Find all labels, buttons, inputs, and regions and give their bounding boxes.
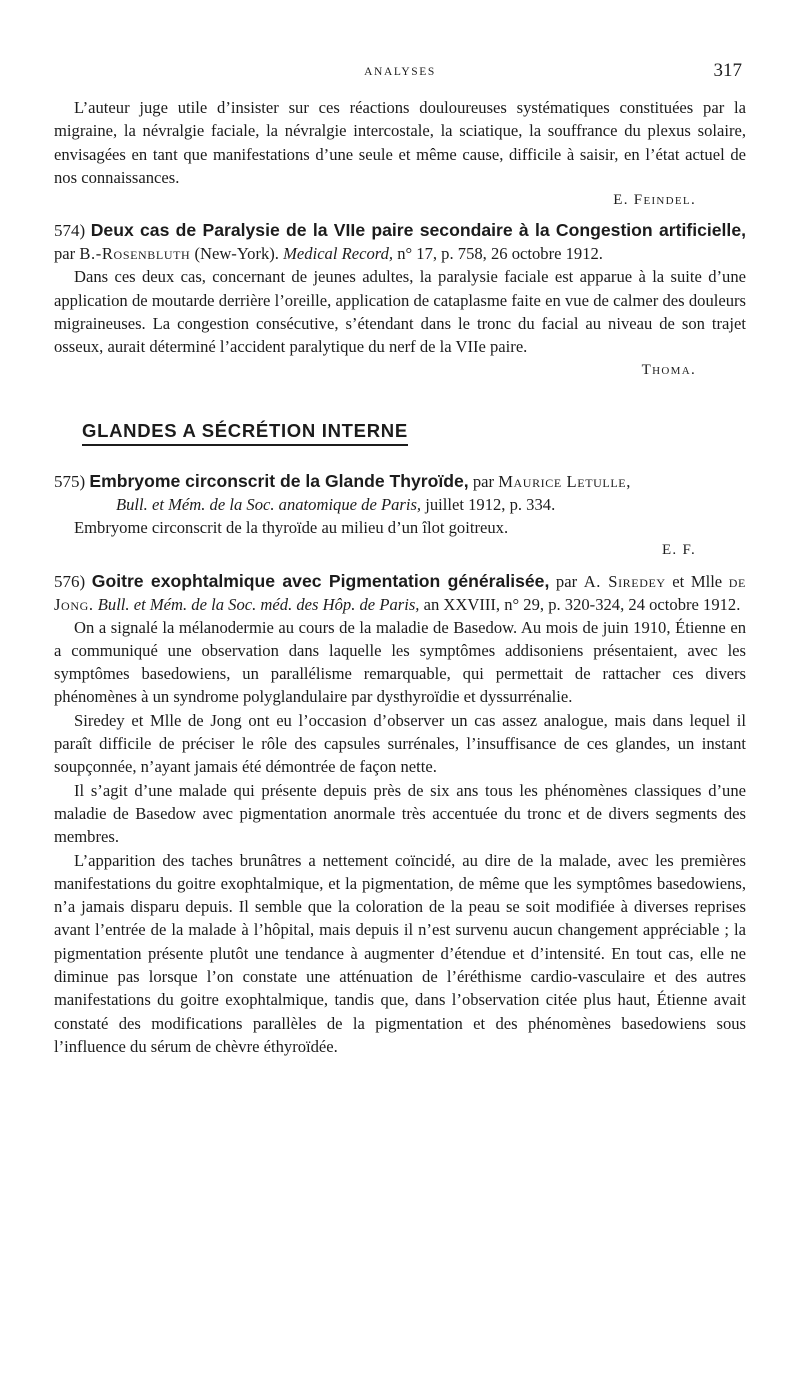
abstract-576 <box>54 570 746 1059</box>
entry-575-journal: Bull. et Mém. de la Soc. anatomique de Paris, <box>116 494 422 514</box>
entry-575-by: par <box>468 471 499 491</box>
entry-576-and: et Mlle <box>665 571 729 591</box>
page-header <box>0 60 800 88</box>
entry-574-journal: Medical Record, <box>283 244 394 264</box>
entry-575-citation: juillet 1912, p. 334. <box>421 494 556 514</box>
entry-576-author-2: de Jong. <box>54 571 746 614</box>
entry-574-heading <box>54 219 746 265</box>
entry-575-heading <box>54 470 746 516</box>
section-heading-wrap <box>82 420 408 446</box>
entry-576-title: Goitre exophtalmique avec Pigmentation généralisée, <box>91 570 550 591</box>
page-body <box>54 96 746 1058</box>
entry-575-author: Maurice Letulle, <box>498 471 631 491</box>
signature-1: E. Feindel. <box>613 192 696 209</box>
entry-576-paragraph: Siredey et Mlle de Jong ont eu l’occasion d’observer un cas assez analogue, mais dans lequel il paraît difficile de préciser le rôle des capsules surrénales, l’insuffisance de ces glandes, un instant soupçonnée, n’ayant jamais été démontrée de façon nette. <box>54 710 746 777</box>
entry-574-place: (New-York). <box>190 244 284 264</box>
entry-574-author: B.-Rosenbluth <box>79 244 191 264</box>
abstract-574 <box>54 219 746 381</box>
entry-575-citation-line <box>54 493 746 516</box>
entry-575-number: 575) <box>54 471 86 491</box>
abstract-575 <box>54 470 746 563</box>
entry-576-paragraph: L’apparition des taches brunâtres a nettement coïncidé, au dire de la malade, avec les premières manifestations du goitre exophtalmique, et la pigmentation, de même que les symptômes basedowiens, n’a jamais disparu depuis. Il semble que la coloration de la peau se soit modifiée à diverses reprises avant l’entrée de la malade à l’hôpital, mais depuis il n’est survenu aucun changement appréciable ; la pigmentation présente plutôt une tendance à augmenter d’étendue et d’intensité. En tout cas, elle ne diminue pas lorsque l’on constate une atténuation de l’éréthisme cardio-vasculaire et des autres manifestations du goitre exophtalmique, tandis que, dans l’observation citée plus haut, Étienne avait constaté des modifications parallèles de la pigmentation et des phénomènes basedowiens sous l’influence du sérum de chèvre éthyroïdée. <box>54 850 746 1056</box>
paragraph-1: L’auteur juge utile d’insister sur ces réactions douloureuses systématiques constituées par la migraine, la névralgie faciale, la névralgie intercostale, la sciatique, la souffrance du plexus solaire, envisagées en tant que manifestations d’une seule et même cause, difficile à saisir, en l’état actuel de nos connaissances. <box>54 98 746 187</box>
entry-576-heading <box>54 570 746 616</box>
entry-575-title: Embryome circonscrit de la Glande Thyroïde, <box>89 470 469 491</box>
section-heading: GLANDES A SÉCRÉTION INTERNE <box>82 420 408 446</box>
entry-576-paragraph: Il s’agit d’une malade qui présente depuis près de six ans tous les phénomènes classiques d’une maladie de Basedow avec pigmentation anormale très accentuée du tronc et de divers segments des membres. <box>54 780 746 847</box>
entry-575-signature: E. F. <box>661 542 696 559</box>
entry-575-body: Embryome circonscrit de la thyroïde au milieu d’un îlot goitreux. <box>74 517 509 537</box>
entry-574-body: Dans ces deux cas, concernant de jeunes adultes, la paralysie faciale est apparue à la suite d’une application de moutarde derrière l’oreille, application de cataplasme faite en vue de calmer des douleurs migraineuses. La congestion consécutive, s’étendant dans le tronc du facial au niveau de son trajet osseux, aurait déterminé l’accident paralytique du nerf de la VIIe paire. <box>54 267 746 357</box>
entry-576-number: 576) <box>54 571 86 591</box>
entry-574-citation: n° 17, p. 758, 26 octobre 1912. <box>393 244 603 264</box>
entry-576-paragraph: On a signalé la mélanodermie au cours de la maladie de Basedow. Au mois de juin 1910, Étienne en a communiqué une observation dans laquelle les symptômes addisoniens présentaient, avec les symptômes basedowiens, un parallélisme remarquable, qui permettait de rattacher ces divers phénomènes à un syndrome polyglandulaire par dysthyroïdie et dyssurrénalie. <box>54 617 746 707</box>
entry-576-by: par <box>549 571 584 591</box>
entry-574-title: Deux cas de Paralysie de la VIIe paire secondaire à la Congestion artificielle, <box>90 220 746 241</box>
entry-576-author: A. Siredey <box>583 571 666 591</box>
entry-574-number: 574) <box>54 221 86 241</box>
page-number: 317 <box>713 60 742 81</box>
entry-574-signature: Thoma. <box>641 361 696 378</box>
entry-576-journal: Bull. et Mém. de la Soc. méd. des Hôp. de Paris, <box>93 594 420 614</box>
running-title: ANALYSES <box>364 66 436 78</box>
entry-576-citation: an XXVIII, n° 29, p. 320-324, 24 octobre 1912. <box>419 594 741 614</box>
entry-574-by: par <box>54 244 80 264</box>
